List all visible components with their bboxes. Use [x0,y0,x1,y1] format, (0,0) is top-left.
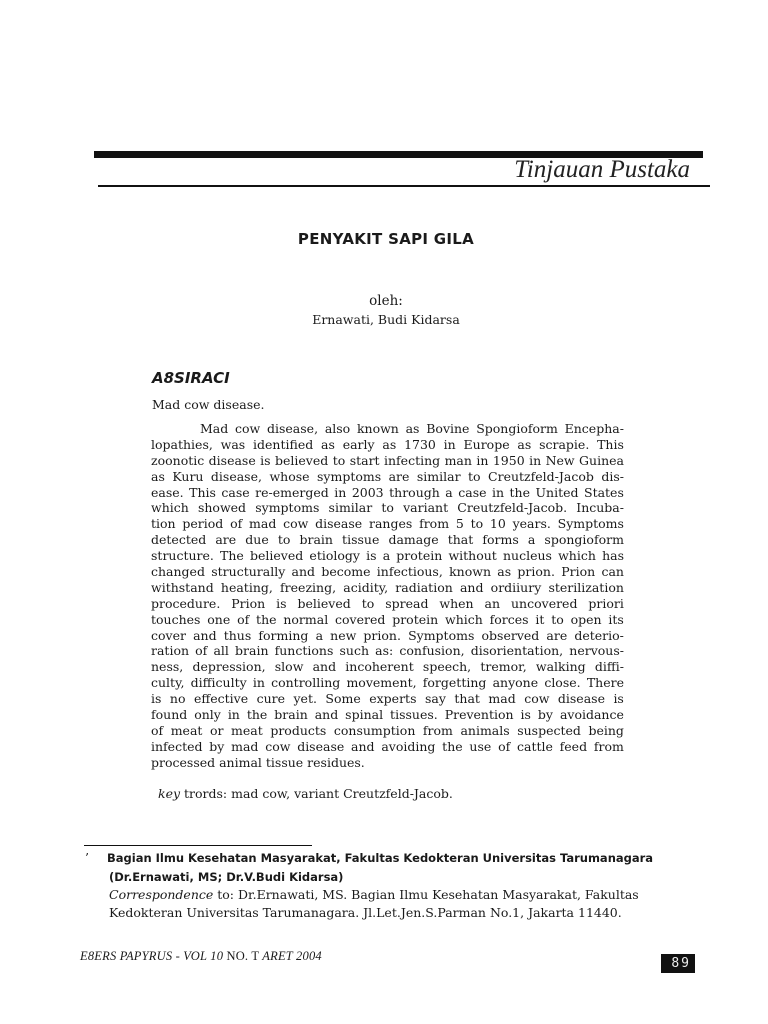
abstract-word: close. [544,675,581,691]
abstract-body [151,421,624,771]
abstract-word: freezing, [280,579,337,595]
abstract-word: as [497,564,512,580]
abstract-word: disease, [210,468,262,484]
abstract-word: lopathies, [151,436,213,452]
abstract-word: period [182,516,224,532]
abstract-word: avoiding [381,738,436,754]
abstract-word: an [484,595,501,611]
abstract-word: by [537,707,553,723]
abstract-word: was [220,436,246,452]
abstract-word: whose [269,468,310,484]
journal-name: E8ERS PAPYRUS - VOL [80,949,211,963]
abstract-word: also [324,421,351,436]
abstract-word: are [215,532,237,548]
abstract-word: in [491,484,505,500]
abstract-word: brain [274,707,308,723]
abstract-word: 10 [489,516,506,532]
abstract-word: consumption [333,722,416,738]
abstract-word: and [314,707,339,723]
abstract-word: are [546,627,568,643]
abstract-word: due [245,532,269,548]
abstract-word: to [361,595,375,611]
abstract-line [151,437,624,453]
abstract-word: to [468,468,481,484]
abstract-word: a [445,484,453,500]
abstract-word: touches [151,611,201,627]
header-rule-thin [98,185,710,187]
abstract-word: being [588,722,624,738]
abstract-word: feed [559,738,588,754]
abstract-word: prion. [363,627,401,643]
abstract-word: radiation [395,579,453,595]
abstract-word: 1730 [404,436,436,452]
abstract-word: Spongioform [476,421,558,436]
abstract-line [151,580,624,596]
abstract-word: is [260,452,271,468]
abstract-word: detected [151,532,207,548]
abstract-word: ness, [151,659,184,675]
abstract-word: cow [235,421,261,436]
abstract-word: man [444,452,472,468]
abstract-word: to [332,452,346,468]
abstract-word: known [356,421,399,436]
abstract-word: a [315,627,324,643]
abstract-word: Guinea [579,452,624,468]
abstract-word: in [443,436,456,452]
abstract-word: symptoms [255,500,320,516]
abstract-word: meat [170,722,203,738]
abstract-word: spread [385,595,429,611]
abstract-word: dis- [601,468,624,484]
abstract-word: case [221,484,250,500]
abstract-word: disease, [267,421,319,436]
footnote-correspondence-line2: Kedokteran Universitas Tarumanagara. Jl.Let.Jen.S.Parman No.1, Jakarta 11440. [109,904,622,920]
abstract-word: to [470,516,484,532]
abstract-heading: A8SIRACI [152,369,230,387]
abstract-word: found [151,707,188,723]
abstract-word: culty, [151,675,185,691]
abstract-word: normal [283,611,329,627]
abstract-word: when [439,595,474,611]
abstract-word: in [252,675,265,691]
abstract-word: observed [481,627,540,643]
abstract-word: difficulty [190,675,247,691]
abstract-word: Some [325,691,361,707]
abstract-word: believed [250,548,304,564]
abstract-word: Kuru [172,468,204,484]
abstract-word: disease [208,452,256,468]
abstract-line [151,675,624,691]
footnote-correspondence-line1: Correspondence to: Dr.Ernawati, MS. Bagian Ilmu Kesehatan Masyarakat, Fakultas [109,887,639,902]
abstract-word: in [227,707,240,723]
abstract-word: animals [460,722,510,738]
abstract-word: in [334,484,347,500]
abstract-line [151,564,624,580]
abstract-line [151,659,624,675]
abstract-word: Prevention [444,707,514,723]
abstract-word: scrapie. [539,436,590,452]
abstract-word: The [220,548,244,564]
abstract-word: re-emerged [255,484,329,500]
abstract-word: disease [557,691,605,707]
abstract-word: speech, [422,659,472,675]
abstract-word: which [445,611,483,627]
abstract-word: controlling [271,675,341,691]
abstract-word: spinal [345,707,384,723]
abstract-word: is [520,707,531,723]
abstract-word: of [195,643,208,659]
abstract-word: withstand [151,579,214,595]
abstract-word: tion [151,516,176,532]
abstract-word: suspected [517,722,581,738]
abstract-word: similar [416,468,461,484]
authors: Ernawati, Budi Kidarsa [312,312,460,327]
abstract-word: nervous- [569,643,624,659]
abstract-word: case [458,484,487,500]
abstract-word: variant [403,500,449,516]
abstract-word: 2003 [351,484,384,500]
abstract-word: the [509,484,531,500]
abstract-word: to [551,611,564,627]
abstract-word: known [449,564,491,580]
abstract-word: from [419,516,450,532]
abstract-line [151,643,624,659]
journal-volume: 10 [210,949,224,963]
abstract-word: nucleus [502,548,552,564]
abstract-word: and [193,627,217,643]
abstract-word: This [597,436,624,452]
abstract-line [151,707,624,723]
abstract-word: is [366,548,377,564]
abstract-word: as [517,436,532,452]
abstract-word: movement, [346,675,417,691]
abstract-word: protein [392,611,439,627]
page-number: 89 [661,954,695,973]
abstract-word: meat [231,722,263,738]
abstract-word: start [349,452,380,468]
abstract-word: and [312,659,337,675]
abstract-word: tremor, [480,659,527,675]
keywords-text: trords: mad cow, variant Creutzfeld-Jacob. [180,786,453,801]
abstract-word: products [270,722,327,738]
abstract-word: There [586,675,624,691]
journal-no-label: NO. [223,949,249,963]
abstract-word: cow [524,691,550,707]
abstract-word: its [608,611,624,627]
abstract-word: to [381,500,394,516]
journal-issue-char: T [248,949,260,963]
abstract-word: Creutzfeld-Jacob. [457,500,568,516]
abstract-word: diffi- [594,659,624,675]
abstract-word: Mad [200,421,229,436]
abstract-word: that [447,532,474,548]
abstract-word: forgetting [422,675,487,691]
abstract-word: etiology [309,548,360,564]
abstract-word: such [339,643,370,659]
abstract-word: zoonotic [151,452,205,468]
abstract-word: procedure. [151,595,221,611]
abstract-line [151,548,624,564]
abstract-word: from [422,722,453,738]
abstract-word: avoidance [559,707,624,723]
abstract-word: is [613,691,624,707]
abstract-word: as: [375,643,394,659]
abstract-word: forces [489,611,529,627]
abstract-word: slow [274,659,304,675]
abstract-word: Incuba- [576,500,624,516]
abstract-word: as [321,436,335,452]
abstract-word: it [535,611,545,627]
abstract-word: which [151,500,189,516]
keywords-label: key [158,786,181,801]
abstract-word: infected [151,738,203,754]
abstract-word: through [389,484,440,500]
abstract-word: brain [299,532,333,548]
section-title: Tinjauan Pustaka [514,156,690,183]
abstract-line [151,516,624,532]
abstract-word: ration [151,643,190,659]
abstract-word: of [151,722,164,738]
abstract-word: or [209,722,224,738]
abstract-word: the [246,707,268,723]
abstract-word: structure. [151,548,214,564]
abstract-word: cure [256,691,286,707]
correspondence-label: Correspondence [109,887,214,902]
journal-date: ARET 2004 [259,949,322,963]
abstract-word: experts [369,691,417,707]
abstract-word: anyone [492,675,539,691]
abstract-word: United [535,484,579,500]
abstract-line [151,469,624,485]
abstract-word: 1950 [492,452,525,468]
abstract-line [151,453,624,469]
abstract-word: Prion [231,595,266,611]
abstract-word: no [169,691,186,707]
footnote-affiliation-row [85,849,695,868]
abstract-word: and [459,579,484,595]
abstract-word: a [382,548,391,564]
abstract-word: are [388,468,410,484]
journal-footer [80,949,322,964]
abstract-word: priori [588,595,624,611]
abstract-word: only [194,707,221,723]
abstract-word: the [442,738,463,754]
abstract-word: cattle [516,738,553,754]
abstract-word: believed [297,595,351,611]
abstract-word: New [545,452,575,468]
abstract-word: say [424,691,446,707]
abstract-word: from [593,738,624,754]
abstract-word: identified [253,436,314,452]
abstract-word: tissues. [390,707,438,723]
abstract-word: ranges [368,516,413,532]
abstract-word: yet. [293,691,317,707]
abstract-word: covered [335,611,386,627]
abstract-line [151,739,624,755]
abstract-word: uncovered [511,595,578,611]
abstract-word: and [291,564,316,580]
abstract-word: heating, [220,579,273,595]
abstract-word: mad [231,738,259,754]
abstract-word: brain [235,643,269,659]
abstract-word: walking [535,659,586,675]
abstract-word: and [351,738,375,754]
abstract-word: States [584,484,624,500]
abstract-word: cover [151,627,186,643]
footnote [85,849,695,921]
footnote-affiliation: Bagian Ilmu Kesehatan Masyarakat, Fakultas Kedokteran Universitas Tarumanagara [107,851,654,865]
abstract-word: open [570,611,602,627]
abstract-line [151,532,624,548]
abstract-line [151,612,624,628]
abstract-word: by [209,738,225,754]
abstract-word: forms [482,532,519,548]
abstract-word: spongioform [544,532,624,548]
abstract-word: 5 [455,516,464,532]
keywords [158,786,453,801]
abstract-word: as [405,421,420,436]
abstract-word: which [558,548,596,564]
abstract-word: in [476,452,489,468]
abstract-word: tissue [342,532,380,548]
abstract-word: believed [275,452,329,468]
abstract-line-text: processed animal tissue residues. [151,754,365,770]
abstract-word: mad [249,516,277,532]
abstract-word: protein [396,548,443,564]
abstract-word: Bovine [426,421,470,436]
abstract-word: all [213,643,229,659]
abstract-word: disease [297,738,345,754]
abstract-word: prion. [517,564,555,580]
abstract-word: of [498,738,511,754]
abstract-word: symptoms [316,468,382,484]
abstract-word: is [276,595,287,611]
abstract-word: changed [151,564,205,580]
abstract-word: Creutzfeld-Jacob [488,468,594,484]
abstract-word: become [321,564,371,580]
abstract-word: depression, [192,659,266,675]
abstract-line [151,723,624,739]
abstract-word: This [189,484,216,500]
abstract-word: infecting [384,452,441,468]
abstract-word: similar [328,500,373,516]
abstract-word: use [469,738,492,754]
abstract-word: effective [193,691,249,707]
abstract-line [151,421,624,437]
abstract-word: is [151,691,162,707]
abstract-word: infectious, [376,564,443,580]
abstract-word: cow [283,516,309,532]
abstract-word: deterio- [574,627,624,643]
abstract-word: the [256,611,277,627]
footnote-mark: ’ [85,850,89,865]
abstract-word: Encepha- [564,421,624,436]
abstract-word: Symptoms [557,516,624,532]
abstract-line [151,485,624,501]
abstract-word: of [230,516,243,532]
abstract-word: can [601,564,624,580]
abstract-word: without [448,548,497,564]
abstract-word: Symptoms [408,627,475,643]
abstract-subtitle: Mad cow disease. [152,397,265,412]
abstract-word: ease. [151,484,184,500]
abstract-word: showed [197,500,247,516]
article-title: PENYAKIT SAPI GILA [297,230,475,248]
abstract-word: of [237,611,250,627]
abstract-word: new [330,627,357,643]
abstract-word: one [207,611,231,627]
abstract-line [151,628,624,644]
footnote-names: (Dr.Ernawati, MS; Dr.V.Budi Kidarsa) [109,869,344,884]
byline-label: oleh: [369,293,403,309]
abstract-line [151,691,624,707]
abstract-line [151,596,624,612]
abstract-word: forming [258,627,309,643]
abstract-word: functions [274,643,334,659]
abstract-word: cow [265,738,291,754]
abstract-word: in [529,452,542,468]
abstract-word: as [382,436,397,452]
abstract-word: disease [315,516,363,532]
abstract-word: early [342,436,375,452]
abstract-word: mad [488,691,516,707]
abstract-word: disorientation, [470,643,564,659]
abstract-word: years. [512,516,551,532]
abstract-word: Prion [561,564,596,580]
abstract-word: has [602,548,624,564]
abstract-word: a [527,532,536,548]
abstract-line [151,500,624,516]
abstract-word: thus [223,627,252,643]
abstract-word: incoherent [345,659,414,675]
abstract-word: ordiiury [490,579,542,595]
abstract-line [151,755,624,771]
abstract-word: structurally [211,564,286,580]
abstract-word: to [277,532,291,548]
abstract-word: as [151,468,165,484]
abstract-word: acidity, [343,579,389,595]
abstract-word: Europe [463,436,510,452]
abstract-word: that [454,691,480,707]
abstract-word: sterilization [548,579,624,595]
abstract-word: damage [388,532,439,548]
abstract-word: confusion, [399,643,465,659]
footnote-rule [84,845,312,846]
